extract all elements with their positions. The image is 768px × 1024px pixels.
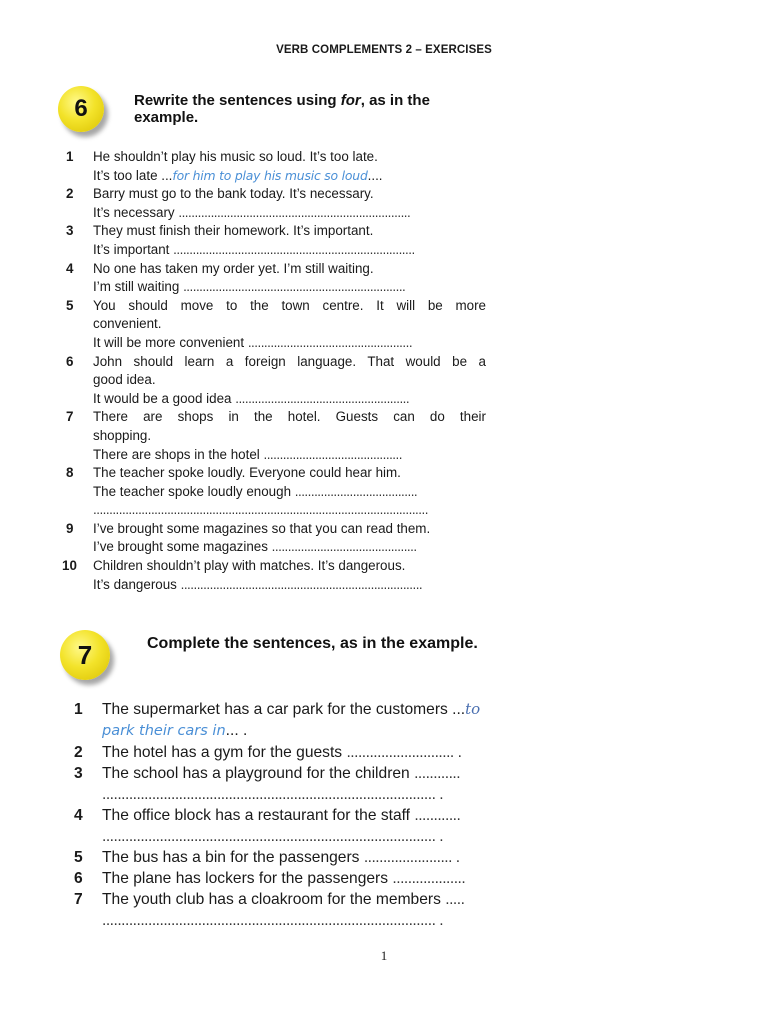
answer-blank[interactable]: ...................................... <box>294 483 418 499</box>
exercise-item <box>66 222 486 259</box>
item-sentence: The office block has a restaurant for the staff <box>102 807 411 824</box>
item-answer-line <box>102 720 544 742</box>
item-sentence-line[interactable] <box>102 742 544 763</box>
answer-blank-continuation[interactable]: ....................................................................................... . <box>102 828 444 845</box>
item-number: 6 <box>74 870 83 887</box>
item-prompt-line <box>93 167 486 186</box>
item-sentence: convenient. <box>93 316 162 332</box>
item-prompt: There are shops in the hotel <box>93 446 260 462</box>
exercise-item <box>66 185 486 222</box>
item-number: 6 <box>66 353 74 369</box>
item-sentence: Barry must go to the bank today. It’s necessary. <box>93 186 374 202</box>
answer-blank-continuation[interactable]: ....................................................................................... . <box>102 912 444 929</box>
answer-suffix: .... <box>367 167 383 183</box>
item-prompt-line[interactable] <box>93 576 486 595</box>
item-number: 4 <box>74 807 83 824</box>
item-number: 9 <box>66 520 74 536</box>
exercise-item <box>66 408 486 464</box>
answer-blank[interactable]: ........................................................................... <box>180 576 423 592</box>
exercise-item <box>66 353 486 409</box>
item-sentence: There are shops in the hotel. Guests can do their <box>93 409 486 425</box>
answer-blank[interactable]: ................................................... <box>247 334 413 350</box>
item-prompt: The teacher spoke loudly enough <box>93 483 292 499</box>
item-prompt-line[interactable] <box>93 241 486 260</box>
item-prompt: It will be more convenient <box>93 334 245 350</box>
example-answer: for him to play his music so loud <box>172 167 368 183</box>
item-sentence: I’ve brought some magazines so that you can read them. <box>93 520 431 536</box>
exercise-item <box>74 763 544 805</box>
answer-blank[interactable]: ....................... . <box>363 849 460 866</box>
exercise-7-number-badge <box>60 630 110 680</box>
answer-blank-continuation[interactable]: ........................................................................................................ <box>93 502 428 518</box>
answer-blank[interactable]: ................... <box>392 870 466 887</box>
item-sentence-line <box>102 699 544 720</box>
answer-blank[interactable]: ........................................................................ <box>178 204 411 220</box>
item-number: 2 <box>74 744 83 761</box>
exercise-6-number: 6 <box>74 95 88 122</box>
item-sentence: good idea. <box>93 372 156 388</box>
instruction-text: , as in the example. <box>134 92 430 126</box>
item-prompt: It’s important <box>93 241 170 257</box>
item-number: 8 <box>66 465 74 481</box>
exercise-item <box>66 297 486 353</box>
item-number: 7 <box>74 891 83 908</box>
answer-blank[interactable]: ............ <box>414 765 461 782</box>
answer-blank[interactable]: ........................................... <box>263 446 402 462</box>
item-sentence: The youth club has a cloakroom for the members <box>102 891 441 908</box>
item-prompt: I’ve brought some magazines <box>93 539 268 555</box>
example-answer-start: to <box>465 700 481 718</box>
exercise-item <box>66 260 486 297</box>
instruction-text: Rewrite the sentences using <box>134 92 341 109</box>
item-sentence-line[interactable] <box>102 805 544 826</box>
item-prompt: It would be a good idea <box>93 390 232 406</box>
answer-blank[interactable]: ..................................................................... <box>183 279 406 295</box>
item-sentence: Children shouldn’t play with matches. It’s dangerous. <box>93 558 406 574</box>
exercise-7-number: 7 <box>77 639 93 670</box>
page-number: 1 <box>380 948 388 963</box>
exercise-item <box>74 847 544 868</box>
item-number: 5 <box>66 297 74 313</box>
answer-blank[interactable]: ............ <box>414 807 461 824</box>
exercise-6-list <box>62 148 486 594</box>
exercise-item <box>74 868 544 889</box>
item-number: 4 <box>66 260 74 276</box>
item-number: 3 <box>74 765 83 782</box>
exercise-item <box>74 889 544 931</box>
item-number: 2 <box>66 186 74 202</box>
item-prompt-line[interactable] <box>93 390 486 409</box>
item-sentence: The teacher spoke loudly. Everyone could hear him. <box>93 465 401 481</box>
answer-blank[interactable]: ..... <box>445 891 465 908</box>
item-number: 7 <box>66 409 74 425</box>
exercise-item <box>66 520 486 557</box>
item-prompt: It’s dangerous <box>93 576 177 592</box>
item-sentence: John should learn a foreign language. That would be a <box>93 353 486 369</box>
exercise-item <box>74 699 544 742</box>
item-sentence: No one has taken my order yet. I’m still waiting. <box>93 260 374 276</box>
item-sentence: The bus has a bin for the passengers <box>102 849 360 866</box>
exercise-item <box>74 805 544 847</box>
item-prompt: It’s too late ... <box>93 167 173 183</box>
item-prompt-line[interactable] <box>93 538 486 557</box>
item-prompt: It’s necessary <box>93 204 175 220</box>
instruction-emphasis: for <box>340 92 361 109</box>
item-prompt-line[interactable] <box>93 446 486 465</box>
item-number: 10 <box>62 558 77 574</box>
answer-blank[interactable]: ...................................................... <box>235 390 410 406</box>
item-prompt-line[interactable] <box>93 334 486 353</box>
item-sentence-line[interactable] <box>102 889 544 910</box>
answer-blank[interactable]: ........................................................................... <box>173 241 415 257</box>
item-sentence: The hotel has a gym for the guests <box>102 744 343 761</box>
item-sentence: shopping. <box>93 427 152 443</box>
example-answer: park their cars in <box>102 723 226 739</box>
item-sentence: You should move to the town centre. It will be more <box>93 297 486 313</box>
exercise-6-number-badge <box>58 86 104 132</box>
item-prompt: I’m still waiting <box>93 279 180 295</box>
item-prompt-line[interactable] <box>93 204 486 223</box>
item-sentence-line[interactable] <box>102 763 544 784</box>
exercise-7-instruction: Complete the sentences, as in the example. <box>147 635 478 652</box>
item-number: 1 <box>74 701 83 718</box>
exercise-item <box>62 557 486 594</box>
exercise-6-instruction <box>134 92 474 126</box>
item-sentence: The supermarket has a car park for the customers ... <box>102 701 466 718</box>
exercise-item <box>66 464 486 520</box>
item-sentence: The school has a playground for the children <box>102 765 410 782</box>
answer-blank[interactable]: ............................................. <box>271 539 417 555</box>
item-sentence: The plane has lockers for the passengers <box>102 870 389 887</box>
exercise-item <box>74 742 544 763</box>
exercise-7-list <box>74 699 544 931</box>
item-sentence: They must finish their homework. It’s important. <box>93 223 374 239</box>
answer-suffix: ... . <box>225 722 248 739</box>
exercise-item <box>66 148 486 185</box>
answer-blank-continuation[interactable]: ....................................................................................... . <box>102 786 444 803</box>
item-sentence: He shouldn’t play his music so loud. It’s too late. <box>93 149 378 164</box>
item-sentence-line[interactable] <box>102 868 544 889</box>
item-prompt-line[interactable] <box>93 278 486 297</box>
document-title: VERB COMPLEMENTS 2 – EXERCISES <box>276 44 492 56</box>
item-number: 1 <box>66 149 74 164</box>
item-sentence-line[interactable] <box>102 847 544 868</box>
answer-blank[interactable]: ............................ . <box>346 744 462 761</box>
item-number: 5 <box>74 849 83 866</box>
item-number: 3 <box>66 223 74 239</box>
item-prompt-line[interactable] <box>93 483 486 502</box>
